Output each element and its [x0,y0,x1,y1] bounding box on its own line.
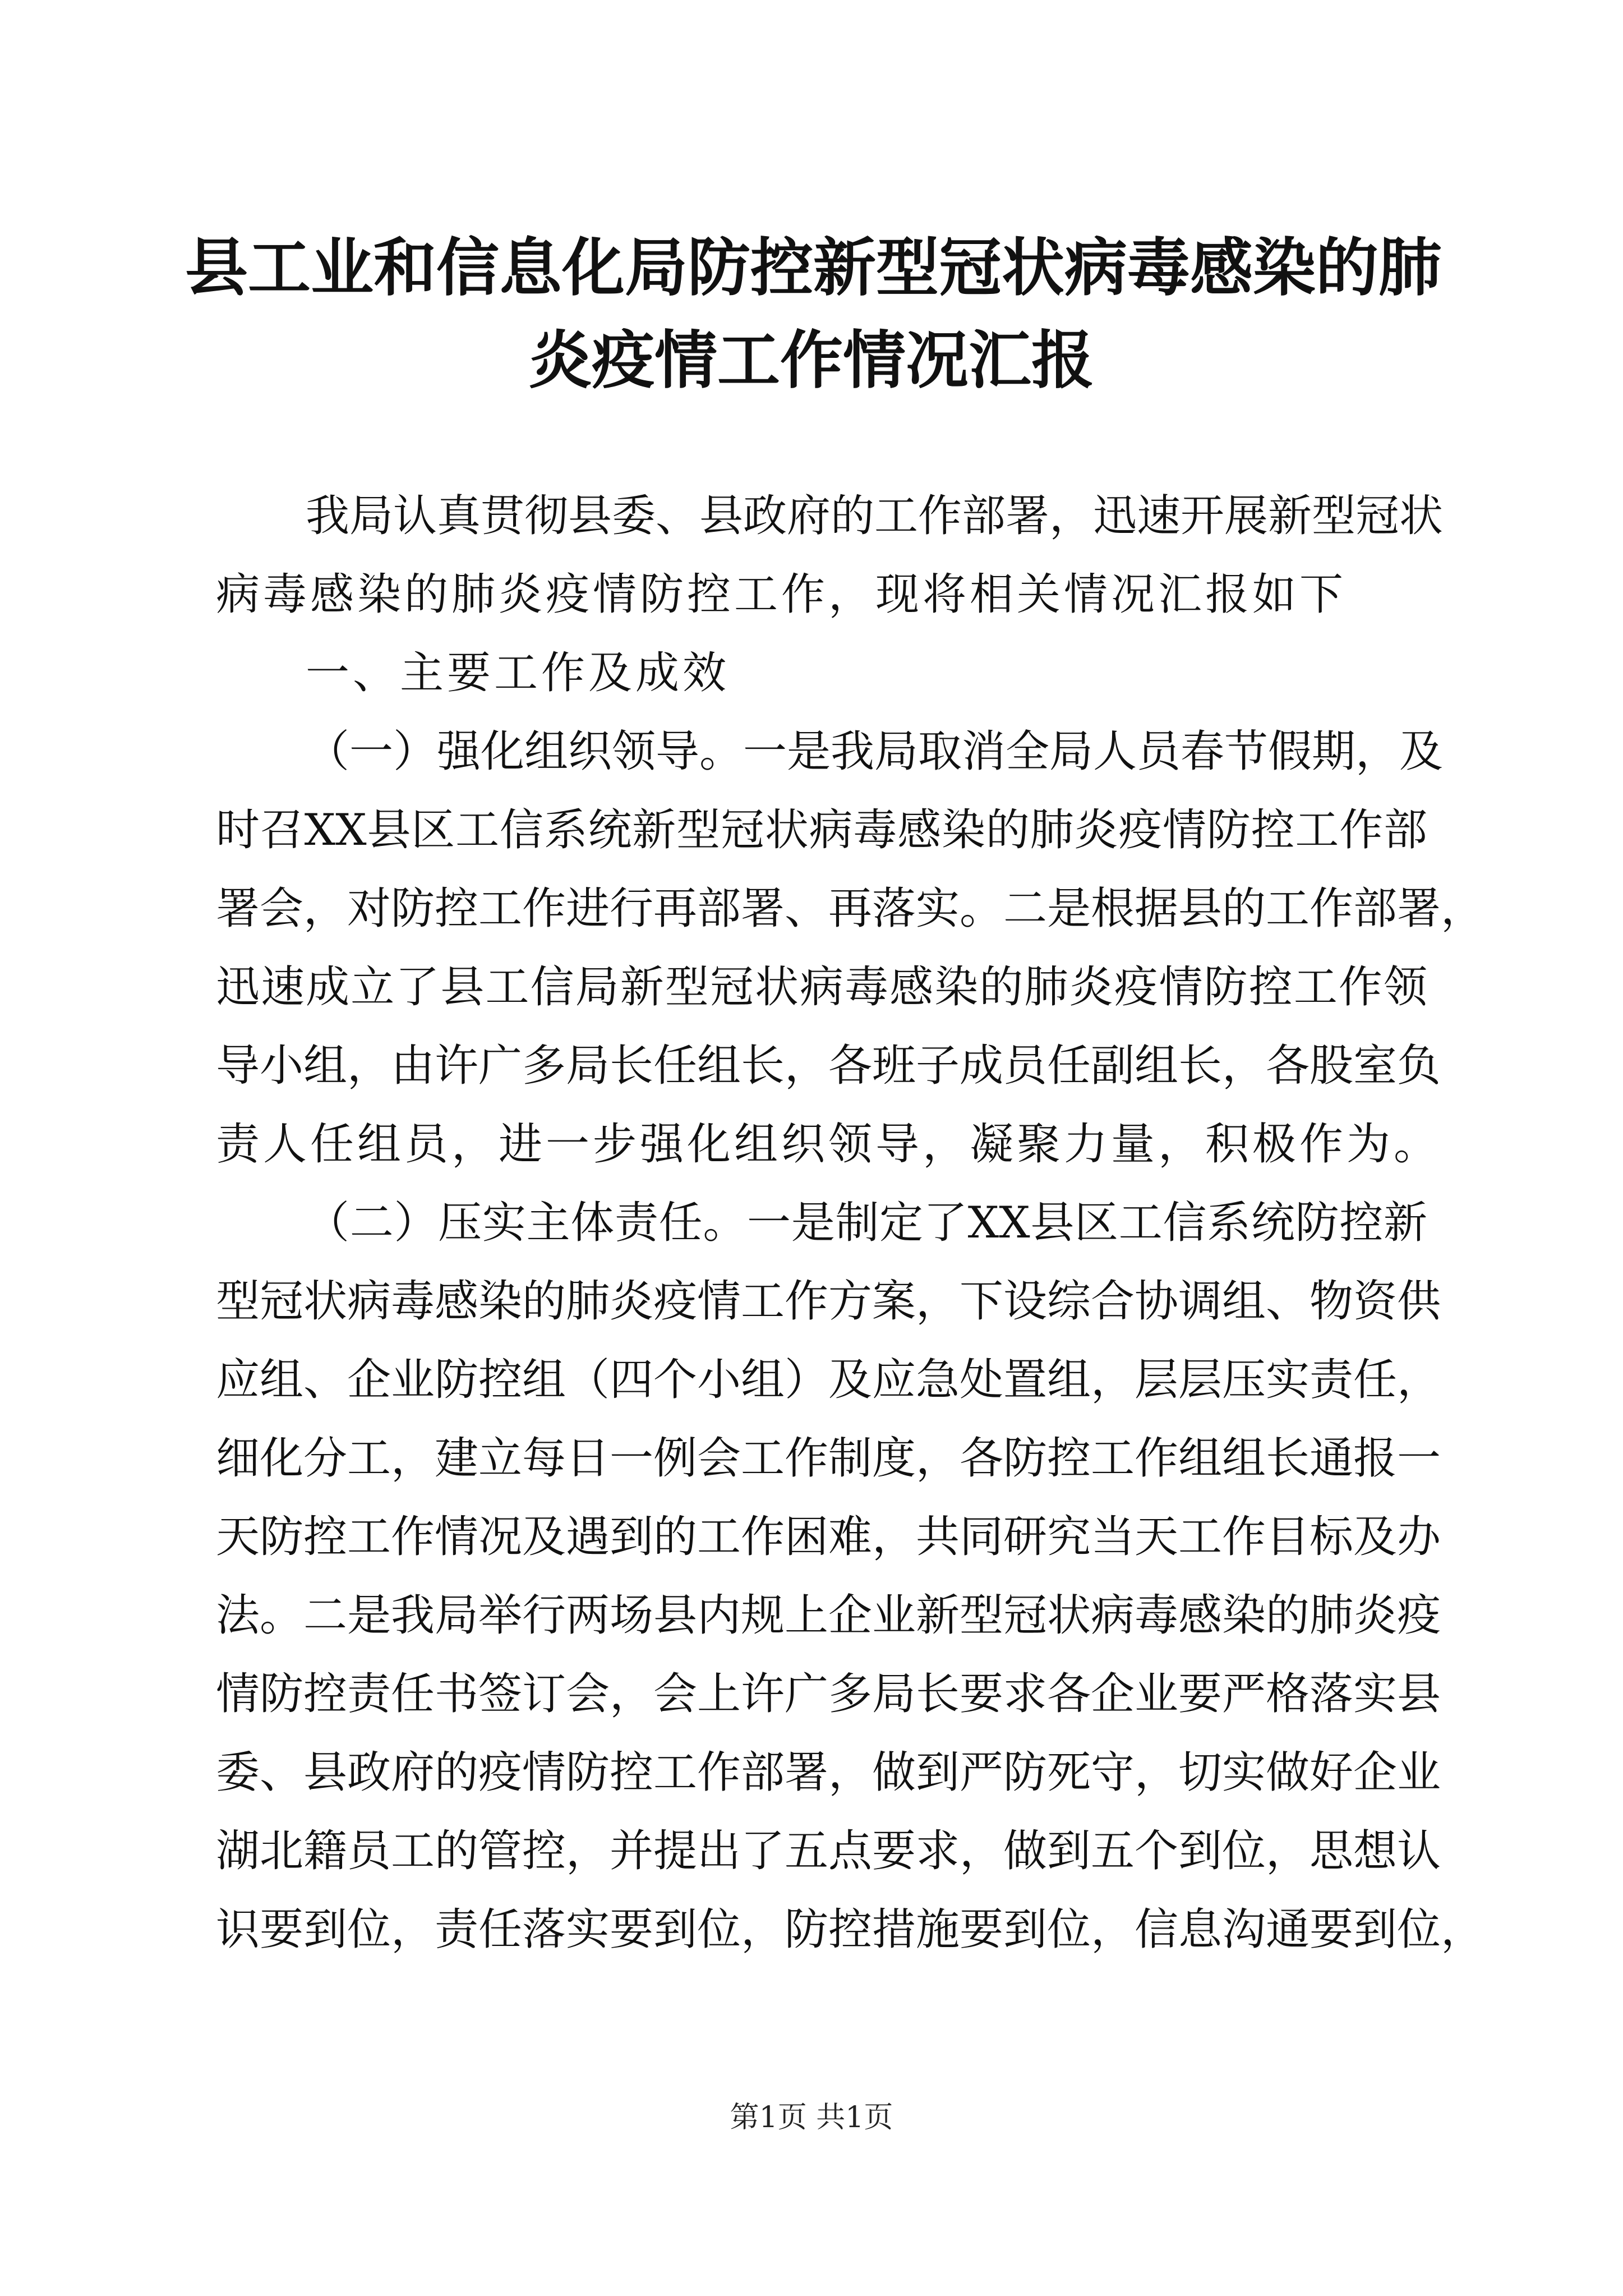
body-line: （一）强化组织领导。一是我局取消全局人员春节假期，及 [306,726,1444,777]
title-line-1: 县工业和信息化局防控新型冠状病毒感染的肺 [185,231,1441,305]
body-line: 迅速成立了县工信局新型冠状病毒感染的肺炎疫情防控工作领 [216,962,1427,1013]
body-line: 型冠状病毒感染的肺炎疫情工作方案，下设综合协调组、物资供 [216,1276,1441,1327]
page-number-footer: 第1页 共1页 [730,2101,893,2134]
document-title [185,222,1441,407]
body-line: 法。二是我局举行两场县内规上企业新型冠状病毒感染的肺炎疫 [216,1590,1441,1641]
body-line: 识要到位，责任落实要到位，防控措施要到位，信息沟通要到位， [216,1904,1485,1955]
body-line: 我局认真贯彻县委、县政府的工作部署，迅速开展新型冠状 [306,491,1444,541]
body-line: 责人任组员，进一步强化组织领导，凝聚力量，积极作为。 [216,1119,1441,1170]
body-line: 时召XX县区工信系统新型冠状病毒感染的肺炎疫情防控工作部 [216,805,1427,855]
title-line-2: 炎疫情工作情况汇报 [529,324,1094,397]
document-body [216,477,1485,1969]
body-line: 细化分工，建立每日一例会工作制度，各防控工作组组长通报一 [216,1433,1441,1484]
body-line: 情防控责任书签订会，会上许广多局长要求各企业要严格落实县 [216,1669,1441,1719]
body-line: 委、县政府的疫情防控工作部署，做到严防死守，切实做好企业 [216,1747,1441,1798]
section-heading: 一、主要工作及成效 [306,648,730,698]
body-line: 病毒感染的肺炎疫情防控工作，现将相关情况汇报如下 [216,569,1347,620]
body-line: （二）压实主体责任。一是制定了XX县区工信系统防控新 [306,1198,1427,1248]
body-line: 天防控工作情况及遇到的工作困难，共同研究当天工作目标及办 [216,1512,1441,1562]
body-line: 应组、企业防控组（四个小组）及应急处置组，层层压实责任， [216,1355,1441,1405]
body-line: 署会，对防控工作进行再部署、再落实。二是根据县的工作部署， [216,884,1485,934]
body-line: 导小组，由许广多局长任组长，各班子成员任副组长，各股室负 [216,1041,1441,1091]
body-line: 湖北籍员工的管控，并提出了五点要求，做到五个到位，思想认 [216,1826,1441,1876]
